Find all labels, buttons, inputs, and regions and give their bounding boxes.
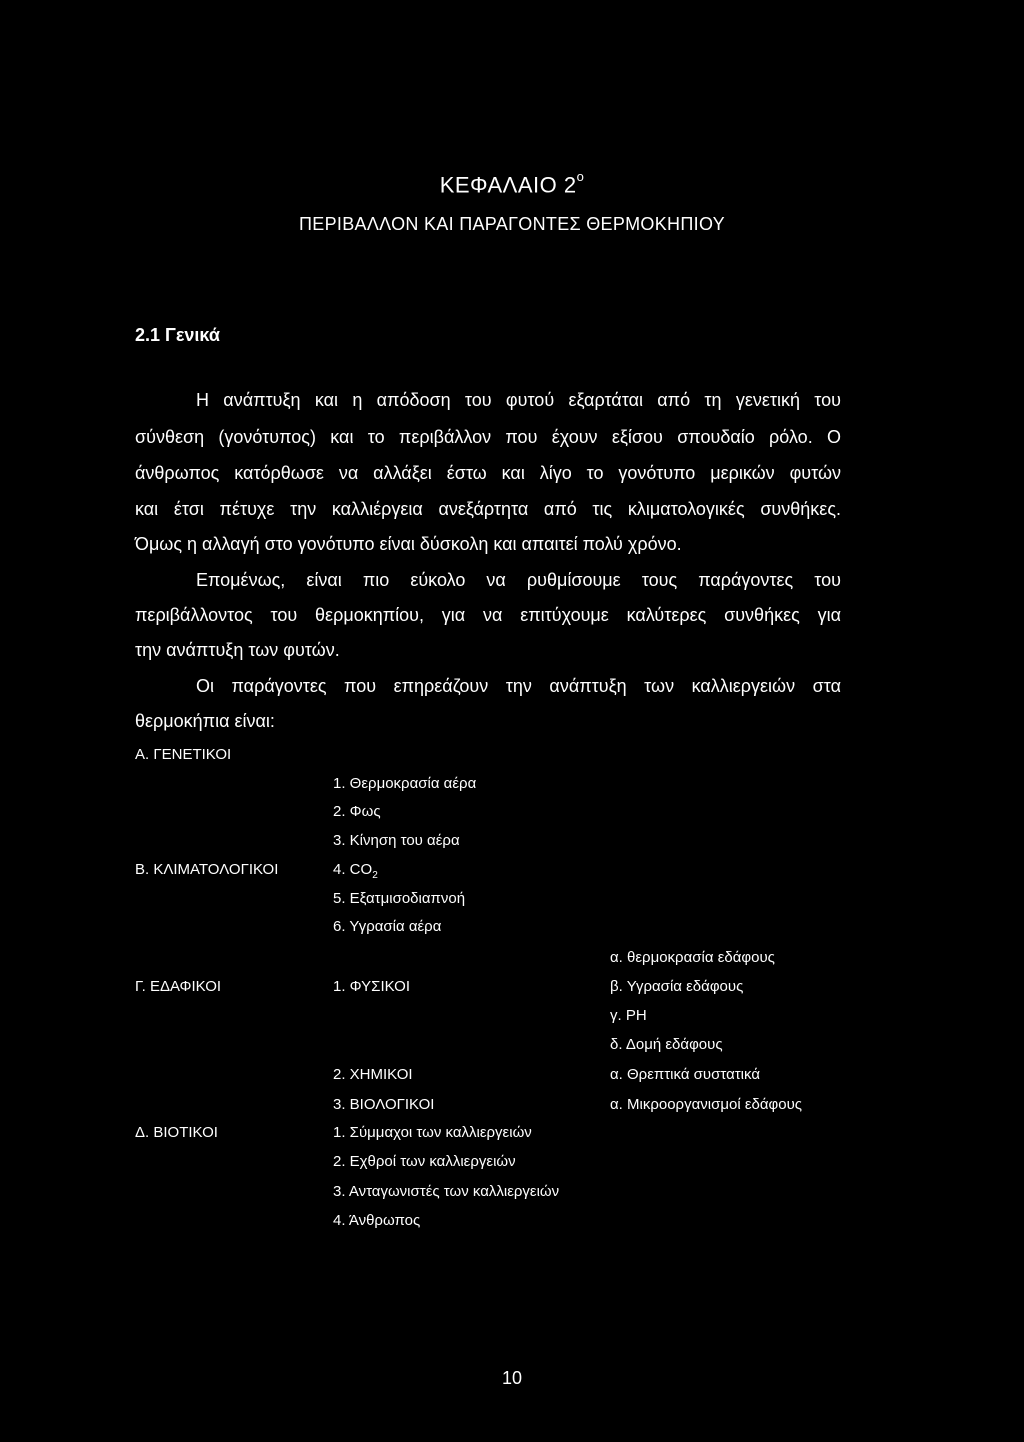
biotic-item: 1. Σύμμαχοι των καλλιεργειών [333,1124,532,1141]
page-number: 10 [501,1368,523,1388]
biotic-item: 2. Εχθροί των καλλιεργειών [333,1153,516,1170]
category-biotic: Δ. ΒΙΟΤΙΚΟΙ [135,1124,218,1141]
climatic-item: 5. Εξατμισοδιαπνοή [333,890,466,907]
paragraph-line: άνθρωπος κατόρθωσε να αλλάξει έστω και λίγο το γονότυπο μερικών φυτών [135,463,841,483]
chapter-title-superscript: ο [576,169,585,184]
section-heading: 2.1 Γενικά [135,325,220,345]
climatic-item: 6. Υγρασία αέρα [333,918,442,935]
soil-physical-item: δ. Δομή εδάφους [610,1036,723,1053]
paragraph-line: και έτσι πέτυχε την καλλιέργεια ανεξάρτητα από τις κλιματολογικές συνθήκες. [135,499,841,519]
climatic-item: 1. Θερμοκρασία αέρα [333,775,477,792]
soil-physical-item: α. θερμοκρασία εδάφους [610,949,775,966]
paragraph-line: Επομένως, είναι πιο εύκολο να ρυθμίσουμε τους παράγοντες του [196,570,841,590]
paragraph-line: Οι παράγοντες που επηρεάζουν την ανάπτυξη των καλλιεργειών στα [196,676,841,696]
climatic-item: 3. Κίνηση του αέρα [333,832,460,849]
paragraph-line: Όμως η αλλαγή στο γονότυπο είναι δύσκολη και απαιτεί πολύ χρόνο. [135,534,682,554]
soil-physical-item: γ. PH [610,1007,647,1024]
co2-text: 4. CO [333,861,373,878]
soil-group-chemical: 2. ΧΗΜΙΚΟΙ [333,1066,413,1083]
soil-physical-item: β. Υγρασία εδάφους [610,978,744,995]
climatic-item: 2. Φως [333,803,381,820]
soil-chemical-item: α. Θρεπτικά συστατικά [610,1066,761,1083]
paragraph-line: σύνθεση (γονότυπος) και το περιβάλλον που έχουν εξίσου σπουδαίο ρόλο. Ο [135,427,841,447]
paragraph-line: θερμοκήπια είναι: [135,711,275,731]
biotic-item: 4. Άνθρωπος [333,1212,421,1229]
climatic-item-co2 [333,861,378,881]
category-genetic: Α. ΓΕΝΕΤΙΚΟΙ [135,746,232,763]
paragraph-line: Η ανάπτυξη και η απόδοση του φυτού εξαρτάται από τη γενετική του [196,390,841,410]
soil-group-biological: 3. ΒΙΟΛΟΓΙΚΟΙ [333,1096,435,1113]
paragraph-line: την ανάπτυξη των φυτών. [135,640,340,660]
category-climatic: Β. ΚΛΙΜΑΤΟΛΟΓΙΚΟΙ [135,861,279,878]
soil-group-physical: 1. ΦΥΣΙΚΟΙ [333,978,410,995]
paragraph-line: περιβάλλοντος του θερμοκηπίου, για να επιτύχουμε καλύτερες συνθήκες για [135,605,841,625]
co2-subscript: 2 [372,870,378,881]
soil-biological-item: α. Μικροοργανισμοί εδάφους [610,1096,803,1113]
chapter-title [0,169,1024,198]
biotic-item: 3. Ανταγωνιστές των καλλιεργειών [333,1183,560,1200]
category-soil: Γ. ΕΔΑΦΙΚΟΙ [135,978,222,995]
chapter-subtitle: ΠΕΡΙΒΑΛΛΟΝ ΚΑΙ ΠΑΡΑΓΟΝΤΕΣ ΘΕΡΜΟΚΗΠΙΟΥ [299,214,725,234]
chapter-title-text: ΚΕΦΑΛΑΙΟ 2 [439,172,577,198]
